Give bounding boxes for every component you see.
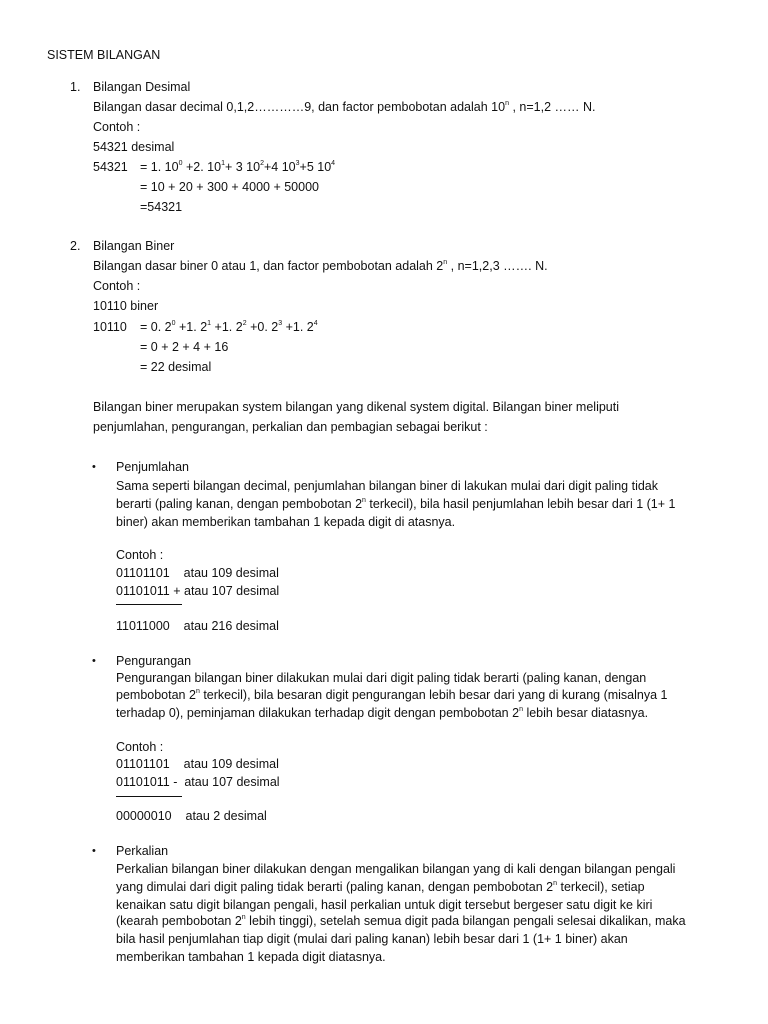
binary-lhs: 10110 [93, 320, 127, 334]
perkalian-line-3: kenaikan satu digit bilangan pengali, hasil perkalian untuk digit tersebut bergeser satu digit ke kiri [116, 898, 653, 912]
penjumlahan-row-2: 01101011 + atau 107 desimal [116, 584, 280, 598]
binary-description: Bilangan dasar biner 0 atau 1, dan factor pembobotan adalah 2$^n$ , n=1,2,3 ……. N. [93, 258, 548, 273]
list-number-1: 1. [70, 80, 81, 94]
sum-divider-line [116, 604, 182, 605]
decimal-heading: Bilangan Desimal [93, 80, 191, 94]
decimal-contoh-label: Contoh : [93, 120, 141, 134]
bullet-icon: • [92, 461, 96, 473]
pengurangan-result: 00000010 atau 2 desimal [116, 809, 267, 823]
penjumlahan-contoh-label: Contoh : [116, 548, 164, 562]
binary-example: 10110 biner [93, 299, 159, 313]
binary-step-2: = 0 + 2 + 4 + 16 [140, 340, 229, 354]
penjumlahan-line-2: berarti (paling kanan, dengan pembobotan 2$^n$ terkecil), bila hasil penjumlahan lebih besar dari 1 (1+ 1 [116, 496, 676, 511]
perkalian-heading: Perkalian [116, 844, 169, 858]
pengurangan-line-1: Pengurangan bilangan biner dilakukan mulai dari digit paling tidak berarti (paling kanan, dengan [116, 671, 647, 685]
perkalian-line-2: yang dimulai dari digit paling tidak berarti (paling kanan, dengan pembobotan 2$^n$ terkecil), setiap [116, 879, 645, 894]
binary-formula: = 0. $2^0 +1$. $2^1 +1$. $2^2 +0$. $2^3 +1$. $2^4$ [140, 319, 318, 334]
difference-divider-line [116, 796, 182, 797]
intro-line-1: Bilangan biner merupakan system bilangan yang dikenal system digital. Bilangan biner meliputi [93, 400, 619, 414]
perkalian-line-5: bila hasil penjumlahan tiap digit (mulai dari paling kanan) lebih besar dari 1 (1+ 1 biner) akan [116, 932, 628, 946]
penjumlahan-result: 11011000 atau 216 desimal [116, 619, 279, 633]
bullet-icon: • [92, 845, 96, 857]
perkalian-line-1: Perkalian bilangan biner dilakukan dengan mengalikan bilangan yang di kali dengan bilangan pengali [116, 862, 676, 876]
decimal-lhs: 54321 [93, 160, 128, 174]
pengurangan-heading: Pengurangan [116, 654, 192, 668]
perkalian-line-6: memberikan tambahan 1 kepada digit diatasnya. [116, 950, 386, 964]
decimal-formula: = 1. $10^0 +2$. $10^1+ 3$ $10^2+4$ $10^3+5$ $10^4$ [140, 159, 336, 174]
penjumlahan-heading: Penjumlahan [116, 460, 189, 474]
bullet-icon: • [92, 655, 96, 667]
list-number-2: 2. [70, 239, 81, 253]
pengurangan-line-3: terhadap 0), peminjaman dilakukan terhadap digit dengan pembobotan 2$^n$ lebih besar diatasnya. [116, 705, 649, 720]
pengurangan-contoh-label: Contoh : [116, 740, 164, 754]
penjumlahan-line-1: Sama seperti bilangan decimal, penjumlahan bilangan biner di lakukan mulai dari digit paling tidak [116, 479, 658, 493]
decimal-step-2: = 10 + 20 + 300 + 4000 + 50000 [140, 180, 319, 194]
penjumlahan-row-1: 01101101 atau 109 desimal [116, 566, 279, 580]
page-title: SISTEM BILANGAN [47, 48, 161, 62]
binary-step-3: = 22 desimal [140, 360, 212, 374]
pengurangan-line-2: pembobotan 2$^n$ terkecil), bila besaran digit pengurangan lebih besar dari yang di kurang (misalnya 1 [116, 687, 668, 702]
binary-heading: Bilangan Biner [93, 239, 175, 253]
decimal-example: 54321 desimal [93, 140, 175, 154]
intro-line-2: penjumlahan, pengurangan, perkalian dan pembagian sebagai berikut : [93, 420, 488, 434]
binary-contoh-label: Contoh : [93, 279, 141, 293]
decimal-step-3: =54321 [140, 200, 183, 214]
pengurangan-row-2: 01101011 - atau 107 desimal [116, 775, 280, 789]
perkalian-line-4: (kearah pembobotan 2$^n$ lebih tinggi), setelah semua digit pada bilangan pengali selesai dikalikan, maka [116, 913, 686, 928]
pengurangan-row-1: 01101101 atau 109 desimal [116, 757, 279, 771]
decimal-description: Bilangan dasar decimal 0,1,2…………9, dan factor pembobotan adalah 10$^n$ , n=1,2 …… N. [93, 99, 596, 114]
penjumlahan-line-3: biner) akan memberikan tambahan 1 kepada digit di atasnya. [116, 515, 456, 529]
